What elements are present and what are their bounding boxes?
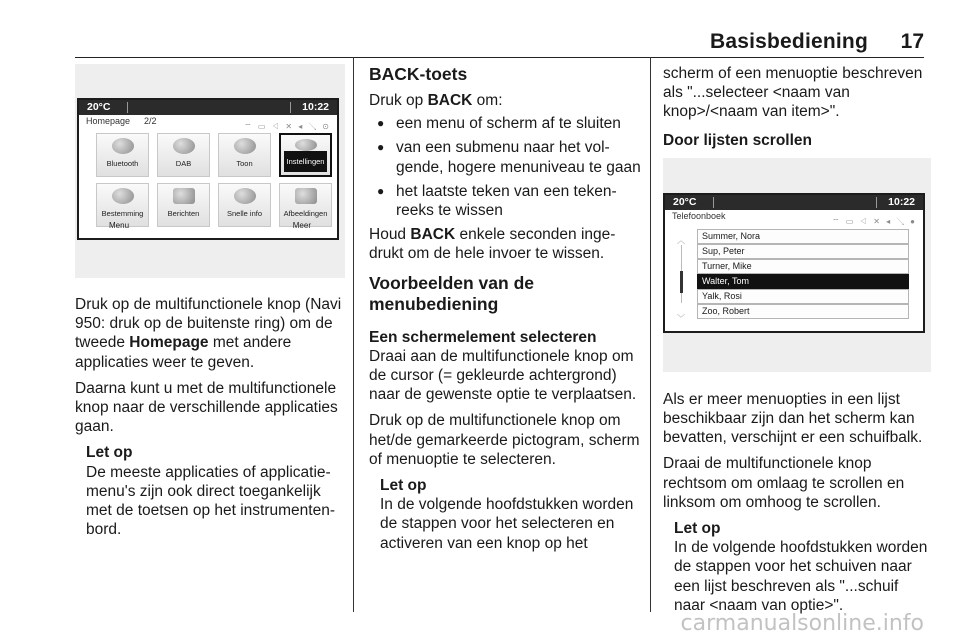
scrollbar[interactable] [677,231,687,323]
screen-subheader [665,210,923,226]
contact-row[interactable]: Zoo, Robert [697,304,909,319]
contact-row[interactable]: Sup, Peter [697,244,909,259]
subsection-heading: Een schermelement selecteren [369,328,597,346]
tile-label: Toon [236,158,253,168]
note-text: In de volgende hoofdstukken worden de stappen voor het selecteren en activeren van een knop op het [380,496,634,552]
messages-icon [173,188,195,204]
list-item: ● een menu of scherm af te sluiten [369,114,641,133]
more-button[interactable]: Meer [292,220,311,230]
scroll-down-icon[interactable]: ﹀ [677,313,685,323]
page-number: 17 [900,30,924,53]
destination-icon [112,188,134,204]
contact-row[interactable]: Summer, Nora [697,229,909,244]
tile-label: Snelle info [226,208,263,218]
header-divider [75,57,924,58]
page-indicator: 2/2 [144,115,157,126]
list-item: ● het laatste teken van een tekenreeks te wissen [369,182,641,220]
settings-icon [295,139,317,151]
screen-title: Homepage [86,115,131,126]
note-title: Let op [86,444,133,462]
temperature: 20°C [87,100,111,113]
tile-label: Instellingen [284,151,328,172]
pictures-icon [295,188,317,204]
paragraph: Draai de multifunctionele knop rechtsom om omlaag te scrollen en linksom om omhoog te scrollen. [663,455,905,511]
paragraph: Houd BACK enkele seconden ingedrukt om de hele invoer te wissen. [369,226,616,263]
paragraph: Druk op BACK om: [369,92,503,109]
tile-toon[interactable] [218,133,271,177]
tone-icon [234,138,256,154]
info-icon [234,188,256,204]
section-heading: BACK-toets [369,64,468,84]
list-item: ● van een submenu naar het volgende, hogere menuniveau te gaan [369,138,641,176]
subsection-heading: Door lijsten scrollen [663,131,813,149]
note-text: In de volgende hoofdstukken worden de stappen voor het schuiven naar een lijst beschreven als "...schuif naar <naam van optie>". [674,539,928,614]
screen-footer [79,216,337,235]
tile-instellingen[interactable] [279,133,332,177]
clock: 10:22 [888,195,915,208]
contact-list [697,229,909,319]
scroll-thumb[interactable] [680,271,683,293]
clock: 10:22 [302,100,329,113]
scroll-up-icon[interactable]: ︿ [677,235,685,245]
tile-label: Bluetooth [106,158,139,168]
phonebook-screen [663,193,925,333]
tile-label: DAB [175,158,192,168]
dab-icon [173,138,195,154]
homepage-screen-figure [75,64,345,278]
paragraph: Druk op de multifunctionele knop om het/de gemarkeerde pictogram, scherm of menuoptie te selecteren. [369,412,640,468]
tile-label: Bestemming [101,208,144,218]
note-title: Let op [674,520,721,538]
page-header-title: Basisbediening [709,30,868,53]
contact-row[interactable]: Yalk, Rosi [697,289,909,304]
paragraph: Als er meer menuopties in een lijst beschikbaar zijn dan het scherm kan bevatten, verschijnt er een schuifbalk. [663,390,923,447]
tile-label: Afbeeldingen [283,208,328,218]
column-2 [369,64,641,560]
contact-row[interactable]: Turner, Mike [697,259,909,274]
note-title: Let op [380,477,427,495]
status-icons: ⌔ ▭ ◁ ✕ ◂ ↘ ⊙ [244,122,331,131]
screen-subheader [79,115,337,131]
column-divider [353,57,354,612]
phonebook-screen-figure [663,158,931,372]
tile-bluetooth[interactable] [96,133,149,177]
tile-label: Berichten [167,208,200,218]
note [75,443,345,539]
column-3 [663,64,931,622]
contact-row-selected[interactable]: Walter, Tom [697,274,909,289]
watermark: carmanualsonline.info [680,611,924,636]
temperature: 20°C [673,195,697,208]
status-icons: ⌔ ▭ ◁ ✕ ◂ ↘ ● [831,216,917,226]
screen-title: Telefoonboek [672,210,726,221]
paragraph: Draai aan de multifunctionele knop om de cursor (= gekleurde achtergrond) naar de gewenste optie te verplaatsen. [369,347,637,404]
app-tile-grid [96,133,332,227]
note [369,476,641,553]
homepage-screen [77,98,339,240]
bluetooth-icon [112,138,134,154]
column-1 [75,64,345,546]
menu-button[interactable]: Menu [109,220,130,230]
bullet-list [369,114,641,220]
paragraph: Daarna kunt u met de multifunctionele knop naar de verschillende applicaties gaan. [75,379,338,436]
tile-dab[interactable] [157,133,210,177]
note [663,519,931,615]
column-divider [650,57,651,612]
paragraph: Druk op de multifunctionele knop (Navi 950: druk op de buitenste ring) om de tweede Homepage met andere applicaties weer te geven. [75,296,342,371]
paragraph: scherm of een menuoptie beschreven als "...selecteer <naam van knop>/<naam van item>". [663,65,923,121]
section-heading: Voorbeelden van de menubediening [369,272,534,314]
note-text: De meeste applicaties of applicatiemenu's zijn ook direct toegankelijk met de toetsen op het instrumentenbord. [86,463,336,539]
